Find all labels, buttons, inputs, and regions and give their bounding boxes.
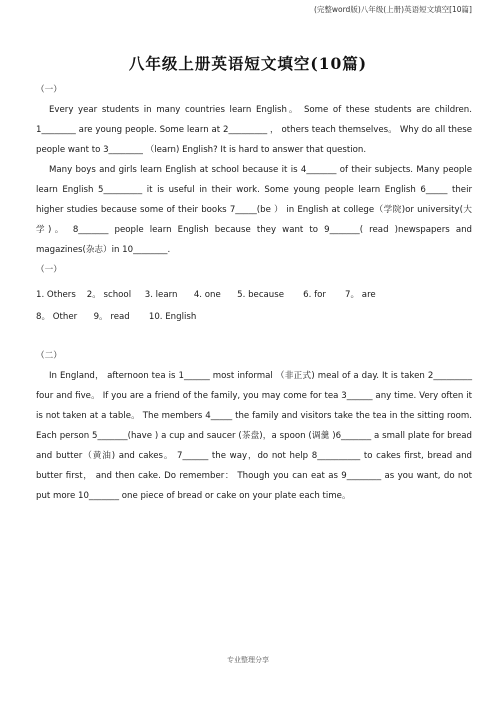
section-spacer (36, 328, 472, 346)
document-title: 八年级上册英语短文填空(10篇) (128, 54, 368, 73)
answers-1 (36, 284, 472, 328)
page-footer: 专业整理分享 (227, 656, 269, 664)
answers-1-row-2: 8。 Other 9。 read 10. English (36, 312, 197, 322)
section-2-paragraph-1: In England， afternoon tea is 1______ most informal （非正式) meal of a day. It is taken 2_________ four and five。 If you are a friend of the family, you may come for tea 3______ any time. Very often it is not taken at a table。 The members 4_____ the family and visitors take the tea in the sitting room. Each person 5_______(have ) a cup and saucer (茶盘)，a spoon (调羹 )6_______ a small plate for bread and butter（黄油) and cakes。 7______ the way，do not help 8__________ to cakes first, bread and butter first， and then cake. Do remember： Though you can eat as 9________ as you want, do not put more 10_______ one piece of bread or cake on your plate each time。 (36, 371, 472, 501)
page-header: (完整word版)八年级(上册)英语短文填空[10篇] (313, 5, 472, 14)
document-body (36, 80, 472, 506)
answers-1-row-1: 1. Others 2。 school 3. learn 4. one 5. because 6. for 7。 are (36, 290, 376, 300)
section-1-paragraph-2: Many boys and girls learn English at school because it is 4_______ of their subjects. Many people learn English 5_________ it is useful in their work. Some young people learn English 6_____ their higher studies because some of their books 7_____(be ） in English at college（学院)or university(大学)。 8_______ people learn English because they want to 9_______( read )newspapers and magazines(杂志）in 10________. (36, 165, 472, 255)
answers-1-heading: （一） (36, 265, 62, 275)
section-1-heading: （一） (36, 85, 62, 95)
section-2-heading: （二） (36, 351, 62, 361)
section-1-paragraph-1: Every year students in many countries learn English。 Some of these students are children. 1________ are young people. Some learn at 2_________ ， others teach themselves。 Why do all these people want to 3________ （learn) English? It is hard to answer that question. (36, 105, 472, 155)
